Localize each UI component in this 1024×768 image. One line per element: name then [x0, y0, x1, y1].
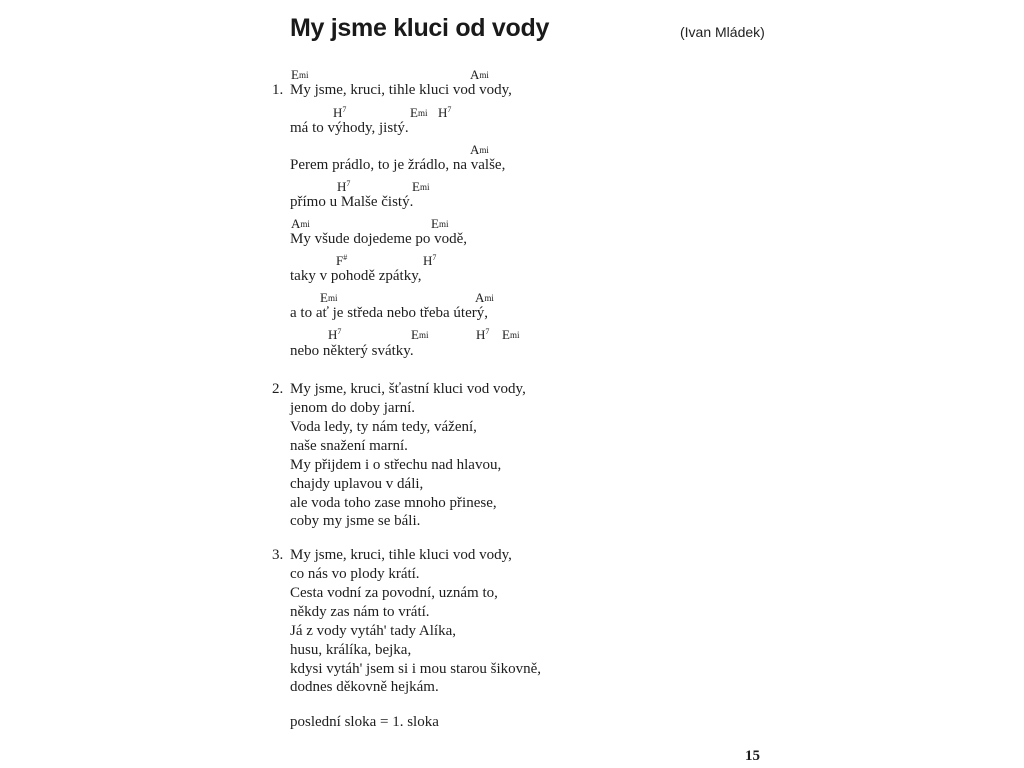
lyric-line: ale voda toho zase mnoho přinese, — [290, 495, 497, 511]
lyric-line: přímo u Malše čistý. — [290, 194, 414, 210]
chord: Emi — [431, 216, 449, 231]
lyric-line: husu, králíka, bejka, — [290, 642, 412, 658]
lyric-line: taky v pohodě zpátky, — [290, 268, 422, 284]
chord: Emi — [502, 327, 520, 342]
lyric-line: nebo některý svátky. — [290, 343, 414, 359]
lyric-line: jenom do doby jarní. — [290, 400, 415, 416]
chord: $H^7$ — [333, 105, 347, 120]
lyric-line: Perem prádlo, to je žrádlo, na valše, — [290, 157, 506, 173]
verse-number: 2. — [272, 381, 284, 397]
footer-note: poslední sloka = 1. sloka — [290, 714, 439, 730]
lyric-line: coby my jsme se báli. — [290, 513, 421, 529]
song-author: (Ivan Mládek) — [680, 24, 765, 40]
lyric-line: co nás vo plody krátí. — [290, 566, 420, 582]
lyric-line: chajdy uplavou v dáli, — [290, 476, 424, 492]
lyric-line: My jsme, kruci, šťastní kluci vod vody, — [290, 381, 526, 397]
lyric-line: Voda ledy, ty nám tedy, vážení, — [290, 419, 477, 435]
chord: $H^7$ — [438, 105, 452, 120]
chord: Emi — [291, 67, 309, 82]
chord: Ami — [470, 142, 489, 157]
lyric-line: My všude dojedeme po vodě, — [290, 231, 468, 247]
chord: Emi — [320, 290, 338, 305]
lyric-line: naše snažení marní. — [290, 438, 408, 454]
chord: $H^7$ — [337, 179, 351, 194]
lyric-line: a to ať je středa nebo třeba úterý, — [290, 305, 488, 321]
chord: Ami — [291, 216, 310, 231]
chord: $H^7$ — [423, 253, 437, 268]
lyric-line: kdysi vytáh' jsem si i mou starou šikovně, — [290, 661, 542, 677]
chord: $H^7$ — [328, 327, 342, 342]
page-number: 15 — [745, 748, 760, 764]
lyric-line: Cesta vodní za povodní, uznám to, — [290, 585, 498, 601]
chord: Emi — [412, 179, 430, 194]
lyric-line: Já z vody vytáh' tady Alíka, — [290, 623, 457, 639]
chord: Emi — [410, 105, 428, 120]
chord: $H^7$ — [476, 327, 490, 342]
chord: F# — [336, 253, 348, 268]
chord: Emi — [411, 327, 429, 342]
chord: Ami — [470, 67, 489, 82]
lyric-line: My jsme, kruci, tihle kluci vod vody, — [290, 82, 512, 98]
chord: Ami — [475, 290, 494, 305]
lyric-line: dodnes děkovně hejkám. — [290, 679, 439, 695]
lyric-line: My jsme, kruci, tihle kluci vod vody, — [290, 547, 512, 563]
lyric-line: My přijdem i o střechu nad hlavou, — [290, 457, 502, 473]
song-title: My jsme kluci od vody — [290, 14, 550, 42]
verse-number: 1. — [272, 82, 284, 98]
lyric-line: někdy zas nám to vrátí. — [290, 604, 430, 620]
lyric-line: má to výhody, jistý. — [290, 120, 409, 136]
verse-number: 3. — [272, 547, 284, 563]
